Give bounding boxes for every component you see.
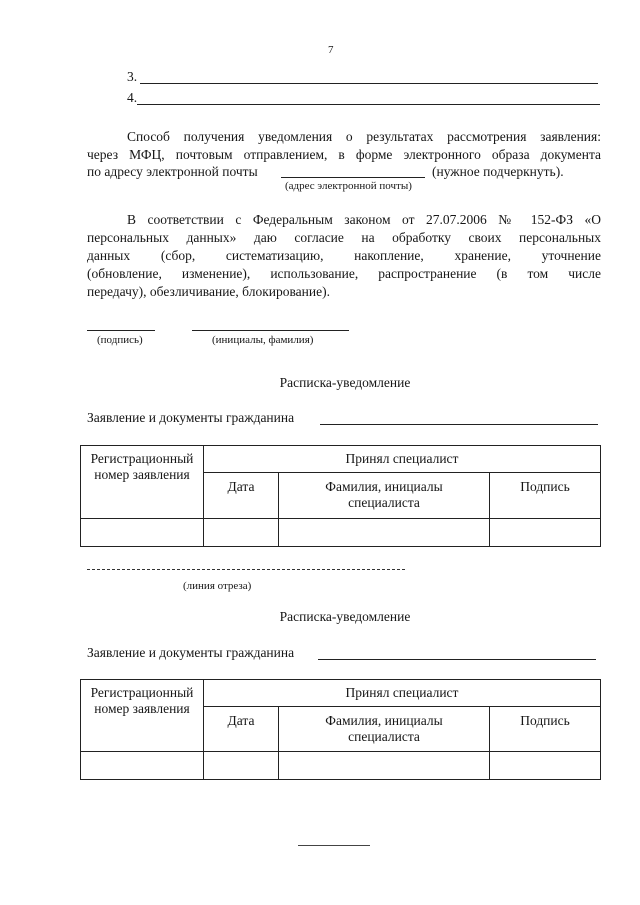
cell-date[interactable] — [204, 519, 279, 547]
header-signature: Подпись — [490, 473, 601, 519]
receipt-title: Расписка-уведомление — [279, 609, 411, 624]
cell-signature[interactable] — [490, 519, 601, 547]
cut-line — [87, 569, 405, 570]
cell-specialist-name[interactable] — [279, 752, 490, 780]
email-caption: (адрес электронной почты) — [285, 180, 412, 192]
notification-email-label: по адресу электронной почты — [87, 164, 258, 179]
cell-signature[interactable] — [490, 752, 601, 780]
receipt-citizen-label: Заявление и документы гражданина — [87, 410, 295, 425]
header-date: Дата — [204, 707, 279, 752]
bottom-divider — [298, 845, 370, 846]
consent-text-line: персональных данных» даю согласие на обработку своих персональных — [87, 230, 601, 245]
citizen-name-line[interactable] — [320, 424, 598, 425]
list-item-line[interactable] — [137, 104, 600, 105]
cell-date[interactable] — [204, 752, 279, 780]
receipt-title: Расписка-уведомление — [279, 375, 411, 390]
cut-line-caption: (линия отреза) — [183, 580, 252, 592]
name-line[interactable] — [192, 330, 349, 331]
consent-text-line: передачу), обезличивание, блокирование). — [87, 284, 330, 299]
header-specialist-name: Фамилия, инициалы специалиста — [279, 707, 490, 752]
cell-specialist-name[interactable] — [279, 519, 490, 547]
signature-line[interactable] — [87, 330, 155, 331]
header-date: Дата — [204, 473, 279, 519]
receipt-table — [80, 679, 601, 780]
header-signature: Подпись — [490, 707, 601, 752]
signature-caption: (подпись) — [97, 334, 143, 346]
receipt-citizen-label: Заявление и документы гражданина — [87, 645, 295, 660]
citizen-name-line[interactable] — [318, 659, 596, 660]
list-item-line[interactable] — [140, 83, 598, 84]
email-input-line[interactable] — [281, 177, 425, 178]
cell-registration-number[interactable] — [81, 752, 204, 780]
consent-text-line: (обновление, изменение), использование, распространение (в том числе — [87, 266, 601, 281]
header-specialist-name: Фамилия, инициалы специалиста — [279, 473, 490, 519]
list-item-number: 4. — [127, 90, 138, 105]
header-accepted-by: Принял специалист — [204, 446, 601, 473]
header-accepted-by: Принял специалист — [204, 680, 601, 707]
receipt-table — [80, 445, 601, 547]
list-item-number: 3. — [127, 69, 138, 84]
consent-text-line: В соответствии с Федеральным законом от 27.07.2006 № 152-ФЗ «О — [127, 212, 601, 227]
header-registration-number: Регистрационный номер заявления — [81, 446, 204, 519]
notification-text-line: через МФЦ, почтовым отправлением, в форме электронного образа документа — [87, 147, 601, 162]
name-caption: (инициалы, фамилия) — [212, 334, 314, 346]
consent-text-line: данных (сбор, систематизацию, накопление, хранение, уточнение — [87, 248, 601, 263]
page-number: 7 — [328, 44, 334, 56]
header-registration-number: Регистрационный номер заявления — [81, 680, 204, 752]
cell-registration-number[interactable] — [81, 519, 204, 547]
notification-text-line: Способ получения уведомления о результатах рассмотрения заявления: — [127, 129, 601, 144]
notification-underline-hint: (нужное подчеркнуть). — [432, 164, 564, 179]
